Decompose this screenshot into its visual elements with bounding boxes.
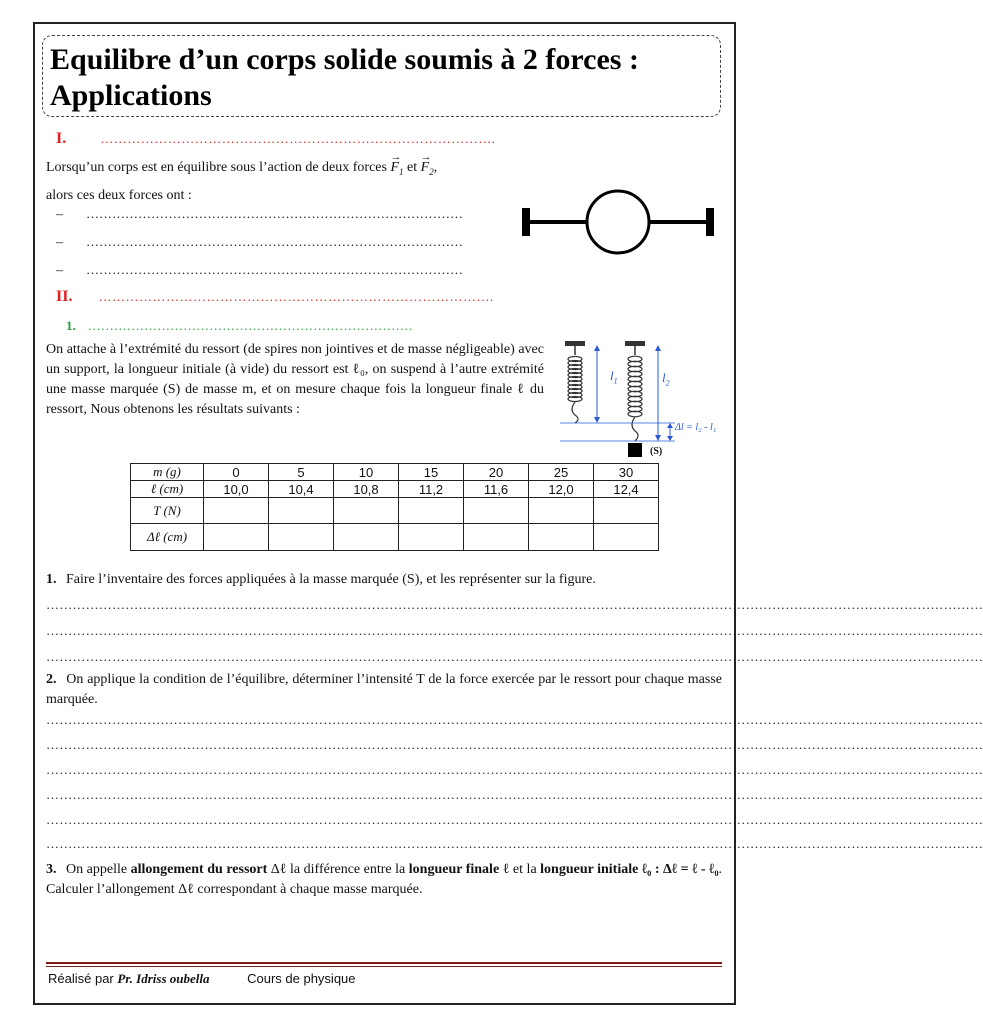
table-cell[interactable]	[399, 498, 464, 524]
section-1-intro: Lorsqu’un corps est en équilibre sous l’action de deux forces → $F_1$ et → $F_2$,	[46, 158, 516, 182]
answer-line[interactable]: ……………………………………………………………………………………………………………………………………………………………………………………………	[46, 712, 983, 727]
table-cell: 30	[594, 464, 659, 481]
section-1-intro2: alors ces deux forces ont :	[46, 188, 192, 203]
table-cell: 10,8	[334, 481, 399, 498]
section-2-sub-dots: …………………………………………………………………	[87, 318, 413, 333]
experiment-paragraph: On attache à l’extrémité du ressort (de spires non jointives et de masse négligeable) avec un support, la longueur initiale (à vide) du ressort est ℓ₀, on suspend à l’autre extrémité une masse marquée (S) de masse m, et on mesure chaque fois la longueur finale ℓ du ressort, Nous obtenons les résultats suivants :	[46, 342, 544, 417]
table-cell[interactable]	[269, 498, 334, 524]
table-cell[interactable]	[204, 524, 269, 551]
l1-label: $l_1$	[610, 368, 618, 386]
row-label-length: ℓ (cm)	[131, 481, 204, 498]
section-2-sub-number: 1.	[66, 318, 76, 333]
l2-label: $l_2$	[662, 370, 670, 388]
table-cell[interactable]	[464, 524, 529, 551]
answer-line[interactable]: ……………………………………………………………………………………………………………………………………………………………………………………………	[46, 787, 983, 802]
table-cell: 10,4	[269, 481, 334, 498]
section-2-dots: …………………………………………………………………………….	[98, 289, 494, 304]
answer-line[interactable]: ……………………………………………………………………………………………………………………………………………………………………………………………	[46, 762, 983, 777]
answer-line[interactable]: ……………………………………………………………………………………………………………………………………………………………………………………………	[46, 836, 983, 851]
force-f2: → $F_2$	[421, 158, 434, 182]
table-cell: 10,0	[204, 481, 269, 498]
mass-label: (S)	[650, 446, 663, 457]
table-cell[interactable]	[594, 524, 659, 551]
table-cell[interactable]	[204, 498, 269, 524]
two-forces-figure	[520, 185, 720, 265]
question-2: 2. On applique la condition de l’équilibre, déterminer l’intensité T de la force exercée par le ressort pour chaque masse marquée.	[46, 672, 723, 707]
table-cell: 25	[529, 464, 594, 481]
list-item: – ……………………………………………………………………………	[56, 262, 463, 278]
table-cell: 15	[399, 464, 464, 481]
row-label-mass: m (g)	[131, 464, 204, 481]
answer-line[interactable]: ……………………………………………………………………………………………………………………………………………………………………………………………	[46, 812, 983, 827]
table-row	[131, 464, 659, 481]
table-cell: 20	[464, 464, 529, 481]
answer-line[interactable]: ……………………………………………………………………………………………………………………………………………………………………………………………	[46, 737, 983, 752]
footer	[48, 971, 356, 987]
section-1-number: I.	[56, 130, 67, 147]
table-cell[interactable]	[594, 498, 659, 524]
list-item: – ……………………………………………………………………………	[56, 234, 463, 250]
page-title: Equilibre d’un corps solide soumis à 2 forces : Applications	[50, 43, 639, 112]
table-row	[131, 524, 659, 551]
table-cell[interactable]	[399, 524, 464, 551]
force-f1: → $F_1$	[390, 158, 403, 182]
table-cell[interactable]	[529, 524, 594, 551]
question-3: 3. On appelle allongement du ressort Δℓ la différence entre la longueur finale ℓ et la longueur initiale ℓ₀ : Δℓ = ℓ - ℓ₀. Calculer l’allongement Δℓ correspondant à chaque masse marquée.	[46, 862, 723, 897]
table-row	[131, 481, 659, 498]
section-1-dots: …………………………………………………………………………….	[100, 131, 496, 146]
footer-author: Pr. Idriss oubella	[117, 971, 210, 986]
table-cell[interactable]	[529, 498, 594, 524]
footer-divider-thin	[46, 966, 722, 967]
table-cell: 5	[269, 464, 334, 481]
section-2-sub-heading	[66, 317, 413, 335]
section-2-heading	[56, 288, 494, 306]
answer-line[interactable]: ……………………………………………………………………………………………………………………………………………………………………………………………	[46, 597, 983, 612]
footer-course: Cours de physique	[247, 971, 356, 986]
table-cell[interactable]	[464, 498, 529, 524]
table-cell[interactable]	[334, 524, 399, 551]
table-cell: 0	[204, 464, 269, 481]
measurements-table	[130, 463, 659, 551]
table-cell: 10	[334, 464, 399, 481]
answer-line[interactable]: ……………………………………………………………………………………………………………………………………………………………………………………………	[46, 623, 983, 638]
intro-text: Lorsqu’un corps est en équilibre sous l’action de deux forces	[46, 160, 387, 175]
footer-divider	[46, 962, 722, 964]
row-label-tension: T (N)	[131, 498, 204, 524]
table-cell[interactable]	[334, 498, 399, 524]
table-cell: 12,0	[529, 481, 594, 498]
footer-realise: Réalisé par	[48, 971, 118, 986]
question-1: 1. Faire l’inventaire des forces appliquées à la masse marquée (S), et les représenter sur la figure.	[46, 572, 596, 587]
list-item: – ……………………………………………………………………………	[56, 206, 463, 222]
table-cell[interactable]	[269, 524, 334, 551]
table-cell: 11,2	[399, 481, 464, 498]
table-cell: 11,6	[464, 481, 529, 498]
intro-et: et	[407, 160, 418, 175]
answer-line[interactable]: ……………………………………………………………………………………………………………………………………………………………………………………………	[46, 649, 983, 664]
row-label-elongation: Δℓ (cm)	[131, 524, 204, 551]
table-cell: 12,4	[594, 481, 659, 498]
delta-label: Δl = l₂ - l₁	[675, 422, 717, 433]
spring-figure	[555, 335, 735, 465]
section-2-number: II.	[56, 288, 73, 305]
section-1-heading	[56, 130, 495, 148]
table-row	[131, 498, 659, 524]
